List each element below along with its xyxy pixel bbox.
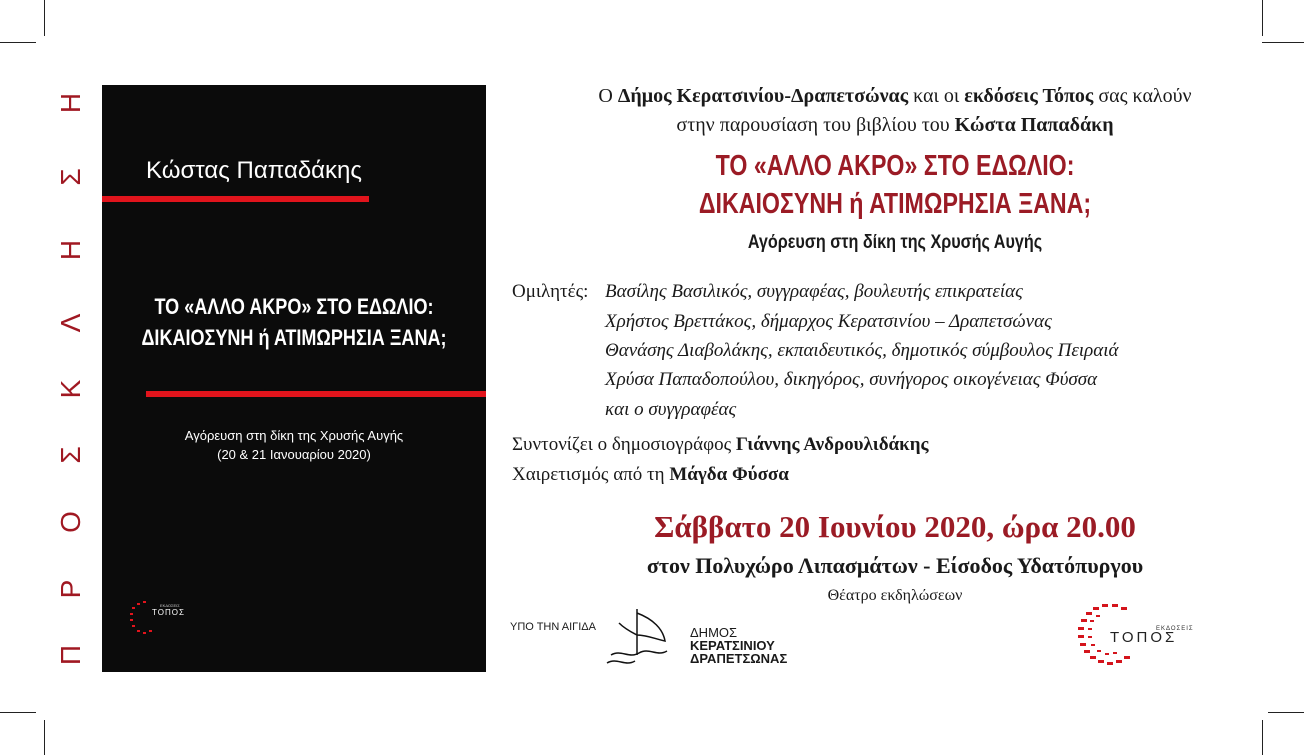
vertical-title — [46, 80, 96, 680]
speaker-item: Χρύσα Παπαδοπούλου, δικηγόρος, συνήγορος οικογένειας Φύσσα — [605, 369, 1098, 390]
vertical-letter: Ρ — [55, 579, 86, 599]
event-venue: στον Πολυχώρο Λιπασμάτων - Είσοδος Υδατόπυργου — [646, 553, 1144, 578]
publisher-logo-text: ΤΟΠΟΣ — [1110, 629, 1178, 646]
cover-red-bar — [102, 196, 369, 202]
crop-mark — [1262, 720, 1263, 755]
speaker-item: Βασίλης Βασιλικός, συγγραφέας, βουλευτής επικρατείας — [605, 281, 1023, 302]
crop-mark — [44, 720, 45, 755]
cover-subtitle-line2: (20 & 21 Ιανουαρίου 2020) — [217, 447, 371, 462]
speaker-item: Χρήστος Βρεττάκος, δήμαρχος Κερατσινίου – Δραπετσώνας — [605, 311, 1052, 332]
crop-mark — [1262, 0, 1263, 36]
event-title-line1: ΤΟ «ΑΛΛΟ ΑΚΡΟ» ΣΤΟ ΕΔΩΛΙΟ: — [715, 150, 1075, 182]
vertical-letter: Λ — [55, 313, 86, 333]
vertical-letter: Ο — [55, 511, 86, 533]
cover-red-bar — [146, 391, 486, 397]
cover-subtitle-line1: Αγόρευση στη δίκη της Χρυσής Αυγής — [184, 428, 404, 443]
vertical-letter: Π — [55, 644, 86, 666]
book-cover — [102, 85, 486, 672]
municipality-logo-line1: ΔΗΜΟΣ — [690, 625, 738, 640]
municipality-logo — [603, 605, 683, 669]
crop-mark — [1262, 42, 1304, 43]
crop-mark — [0, 42, 36, 43]
municipality-logo-line2: ΚΕΡΑΤΣΙΝΙΟΥ — [690, 638, 775, 653]
event-title-line2: ΔΙΚΑΙΟΣΥΝΗ ή ΑΤΙΜΩΡΗΣΙΑ ΞΑΝΑ; — [698, 188, 1092, 220]
vertical-letter: Σ — [55, 446, 86, 464]
vertical-letter: Η — [55, 92, 86, 114]
speakers-label: Ομιλητές: — [512, 281, 589, 302]
event-subtitle: Αγόρευση στη δίκη της Χρυσής Αυγής — [747, 232, 1043, 253]
speaker-item: και ο συγγραφέας — [605, 399, 737, 420]
invite-line2: στην παρουσίαση του βιβλίου του Κώστα Παπαδάκη — [676, 114, 1114, 136]
publisher-logo — [1076, 602, 1194, 672]
event-date: Σάββατο 20 Ιουνίου 2020, ώρα 20.00 — [654, 509, 1136, 544]
vertical-letter: Η — [55, 239, 86, 261]
crop-mark — [1268, 712, 1304, 713]
cover-publisher-logo — [128, 599, 192, 639]
coordinator-line: Συντονίζει ο δημοσιογράφος Γιάννης Ανδρουλιδάκης — [512, 434, 929, 455]
aegis-label: ΥΠΟ ΤΗΝ ΑΙΓΙΔΑ — [510, 621, 596, 633]
vertical-letter: Σ — [55, 168, 86, 186]
crop-mark — [44, 0, 45, 36]
cover-title-line2: ΔΙΚΑΙΟΣΥΝΗ ή ΑΤΙΜΩΡΗΣΙΑ ΞΑΝΑ; — [141, 325, 447, 350]
greeting-line: Χαιρετισμός από τη Μάγδα Φύσσα — [512, 464, 789, 485]
event-venue-sub: Θέατρο εκδηλώσεων — [827, 587, 963, 604]
cover-publisher-text: ΤΟΠΟΣ — [152, 608, 185, 617]
invite-line1: Ο Δήμος Κερατσινίου-Δραπετσώνας και οι εκδόσεις Τόπος σας καλούν — [598, 85, 1192, 107]
crop-mark — [0, 712, 36, 713]
publisher-logo-small: ΕΚΔΟΣΕΙΣ — [1156, 626, 1194, 632]
vertical-letter: Κ — [55, 379, 86, 399]
speaker-item: Θανάσης Διαβολάκης, εκπαιδευτικός, δημοτικός σύμβουλος Πειραιά — [605, 340, 1119, 361]
cover-author: Κώστας Παπαδάκης — [146, 157, 362, 184]
cover-publisher-small: ΕΚΔΟΣΕΙΣ — [160, 603, 180, 608]
municipality-logo-line3: ΔΡΑΠΕΤΣΩΝΑΣ — [690, 651, 788, 666]
cover-title-line1: ΤΟ «ΑΛΛΟ ΑΚΡΟ» ΣΤΟ ΕΔΩΛΙΟ: — [154, 294, 434, 319]
